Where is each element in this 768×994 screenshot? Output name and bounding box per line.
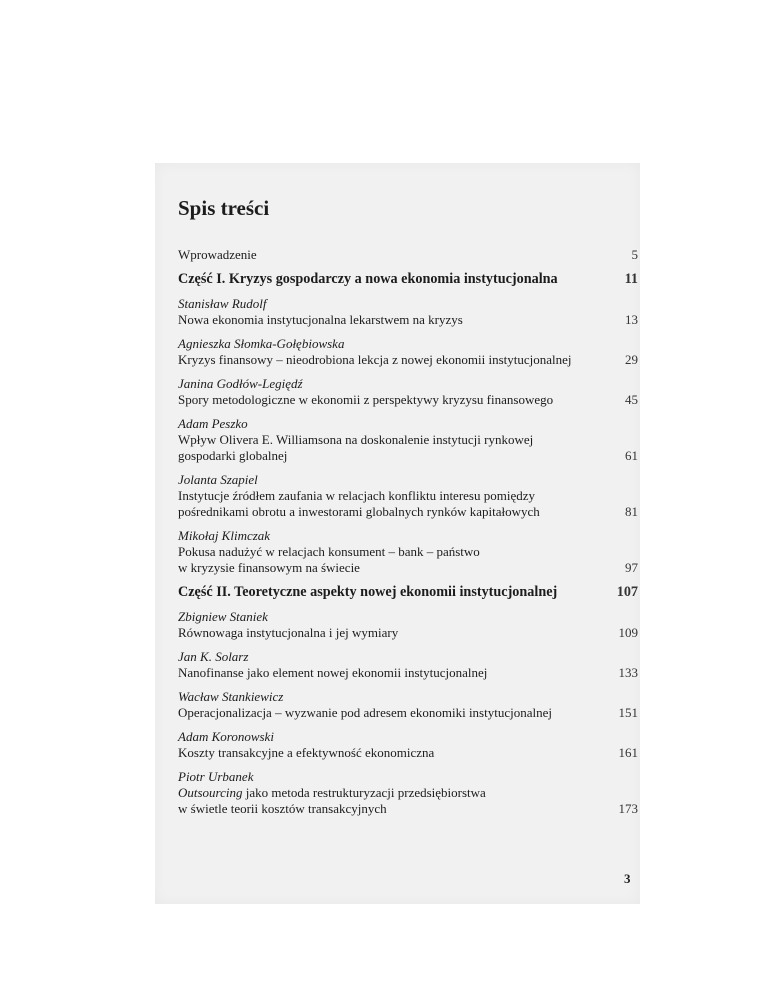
toc-entry-title: [178, 488, 540, 520]
toc-part-heading: [178, 584, 638, 600]
toc-entry-title: [178, 665, 487, 681]
toc-part-page: 107: [616, 584, 638, 601]
toc-entry: [178, 609, 638, 641]
toc-entry-row: [178, 745, 638, 761]
toc-entry-title-line: Pokusa nadużyć w relacjach konsument – bank – państwo: [178, 544, 480, 560]
toc-entry-row: [178, 352, 638, 368]
toc-entry-title: [178, 392, 553, 408]
toc-entry-title-line: Instytucje źródłem zaufania w relacjach konfliktu interesu pomiędzy: [178, 488, 535, 504]
toc-entry-title: [178, 432, 533, 464]
toc-entry-title: [178, 785, 486, 817]
toc-entry-author: Adam Peszko: [178, 416, 248, 432]
toc-part-title: Część II. Teoretyczne aspekty nowej ekonomii instytucjonalnej: [178, 584, 558, 601]
toc-entry-page: 81: [625, 504, 638, 520]
toc-entry-title-line: Nanofinanse jako element nowej ekonomii instytucjonalnej: [178, 665, 488, 681]
toc-entry-title: [178, 352, 572, 368]
toc-entry-row: [178, 544, 638, 576]
toc-entry-author: Piotr Urbanek: [178, 769, 254, 785]
toc-entry-page: 29: [625, 352, 638, 368]
toc-entry: [178, 729, 638, 761]
toc-entry-page: 173: [618, 801, 638, 817]
toc-entry: [178, 689, 638, 721]
toc-entry-row: [178, 625, 638, 641]
toc-entry-author: Jolanta Szapiel: [178, 472, 258, 488]
toc-entry: [178, 296, 638, 328]
toc-entry-title: [178, 625, 398, 641]
toc-entry-author: Zbigniew Staniek: [178, 609, 268, 625]
toc-entry-page: 133: [618, 665, 638, 681]
toc-parts: [178, 271, 638, 817]
toc-entry-author: Adam Koronowski: [178, 729, 274, 745]
toc-entry-row: [178, 488, 638, 520]
toc-entry-row: [178, 392, 638, 408]
toc-entry-page: 109: [618, 625, 638, 641]
toc-entry-author: Janina Godłów-Legiędź: [178, 376, 303, 392]
toc-entry-title-line: Spory metodologiczne w ekonomii z perspektywy kryzysu finansowego: [178, 392, 554, 408]
toc-entry-title-line: w świetle teorii kosztów transakcyjnych: [178, 801, 387, 817]
toc-entry-author: Wacław Stankiewicz: [178, 689, 284, 705]
toc-entry-title-line: Koszty transakcyjne a efektywność ekonomiczna: [178, 745, 435, 761]
page-title: Spis treści: [178, 196, 270, 220]
toc-entry-row: [178, 312, 638, 328]
toc-entry-page: 13: [625, 312, 638, 328]
toc-part-heading: [178, 271, 638, 287]
toc-entry: [178, 649, 638, 681]
toc-entry: [178, 416, 638, 464]
toc-entry-title: [178, 705, 552, 721]
toc-entry-author: Stanisław Rudolf: [178, 296, 267, 312]
toc-entry-row: [178, 705, 638, 721]
toc-entry-title-line: gospodarki globalnej: [178, 448, 288, 464]
toc-entry-title-line: w kryzysie finansowym na świecie: [178, 560, 360, 576]
toc-entry-italic-word: Outsourcing: [178, 785, 243, 801]
toc-entry-row: [178, 432, 638, 464]
toc-entry-title: [178, 312, 463, 328]
toc-entry: [178, 336, 638, 368]
toc-entry: [178, 769, 638, 817]
toc-entry-author: Mikołaj Klimczak: [178, 528, 271, 544]
toc-entry-title: [178, 544, 480, 576]
toc-entry-row: [178, 665, 638, 681]
toc-part-title: Część I. Kryzys gospodarczy a nowa ekonomia instytucjonalna: [178, 271, 558, 288]
table-of-contents: [178, 196, 638, 825]
toc-entry-row: [178, 785, 638, 817]
toc-entry-title-line: Nowa ekonomia instytucjonalna lekarstwem na kryzys: [178, 312, 463, 328]
toc-entry-title: [178, 745, 434, 761]
toc-entry-page: 151: [618, 705, 638, 721]
toc-entry-page: 45: [625, 392, 638, 408]
toc-entry-page: 161: [618, 745, 638, 761]
toc-entry: [178, 528, 638, 576]
toc-entry-page: 61: [625, 448, 638, 464]
toc-entry: [178, 376, 638, 408]
toc-entry-title-line: Kryzys finansowy – nieodrobiona lekcja z nowej ekonomii instytucjonalnej: [178, 352, 572, 368]
toc-entry-page: 97: [625, 560, 638, 576]
toc-intro: [178, 247, 638, 263]
toc-entry-title-line: Operacjonalizacja – wyzwanie pod adresem ekonomiki instytucjonalnej: [178, 705, 552, 721]
toc-intro-page: 5: [631, 247, 638, 263]
toc-entry-title-line: Wpływ Olivera E. Williamsona na doskonalenie instytucji rynkowej: [178, 432, 534, 448]
toc-entry-author: Jan K. Solarz: [178, 649, 249, 665]
page-number: 3: [624, 871, 631, 886]
toc-intro-label: Wprowadzenie: [178, 247, 257, 263]
toc-entry-title-line: Równowaga instytucjonalna i jej wymiary: [178, 625, 399, 641]
toc-entry-author: Agnieszka Słomka-Gołębiowska: [178, 336, 345, 352]
toc-part-page: 11: [624, 271, 638, 288]
toc-entry-title-text: jako metoda restrukturyzacji przedsiębiorstwa: [245, 785, 486, 801]
toc-entry: [178, 472, 638, 520]
toc-entry-title-line: [178, 785, 486, 801]
toc-entry-title-line: pośrednikami obrotu a inwestorami globalnych rynków kapitałowych: [178, 504, 540, 520]
